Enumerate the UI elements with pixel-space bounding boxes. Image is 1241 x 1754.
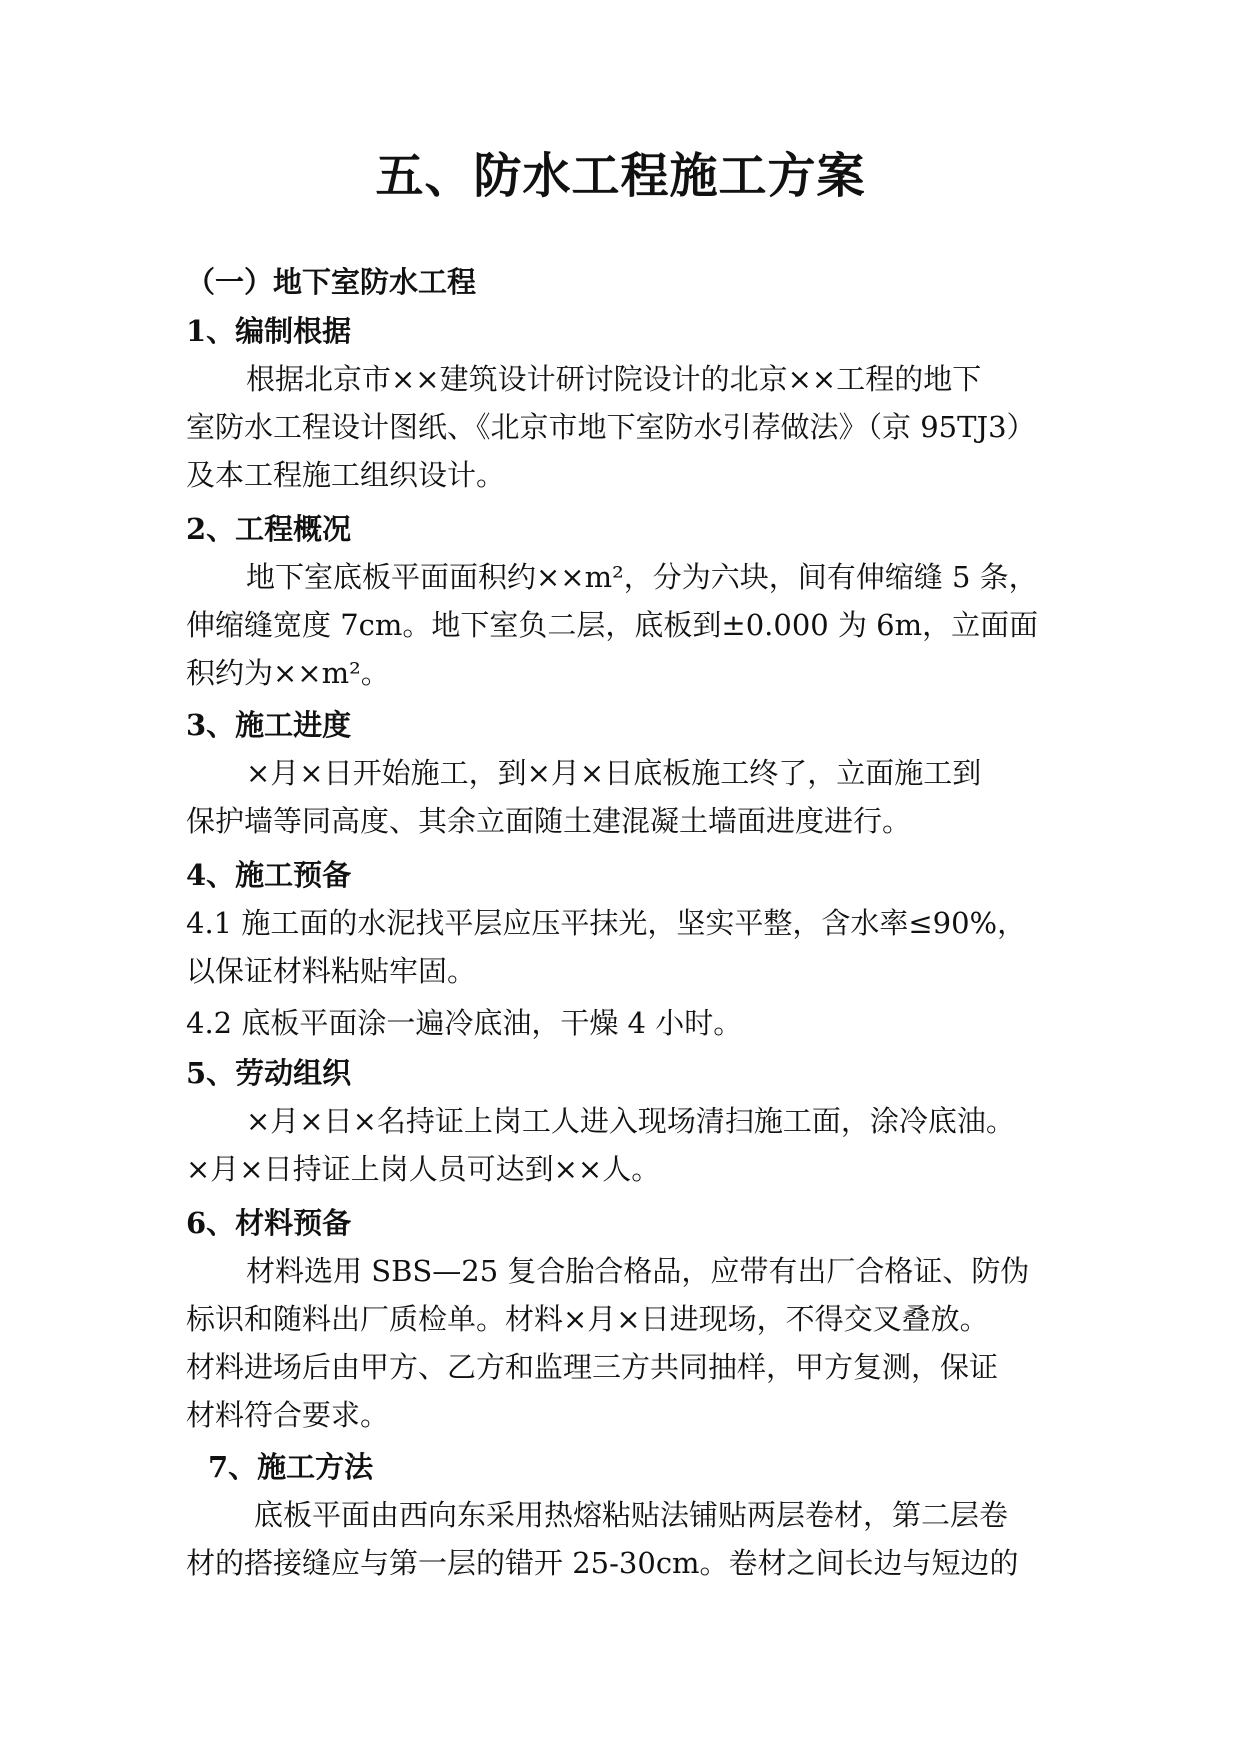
- paragraph-line: 标识和随料出厂质检单。材料×月×日进现场，不得交叉叠放。: [186, 1302, 989, 1336]
- paragraph-line: 4.1 施工面的水泥找平层应压平抹光，坚实平整，含水率≤90%，: [186, 906, 1027, 940]
- heading-basis: 1、编制根据: [186, 314, 352, 348]
- paragraph-line: 根据北京市××建筑设计研讨院设计的北京××工程的地下: [246, 362, 982, 396]
- paragraph-line: 以保证材料粘贴牢固。: [186, 954, 477, 988]
- heading-materials: 6、材料预备: [186, 1206, 352, 1240]
- paragraph-line: 4.2 底板平面涂一遍冷底油，干燥 4 小时。: [186, 1006, 743, 1040]
- paragraph-line: 保护墙等同高度、其余立面随土建混凝土墙面进度进行。: [186, 804, 912, 838]
- heading-overview: 2、工程概况: [186, 512, 352, 546]
- heading-preparation: 4、施工预备: [186, 858, 352, 892]
- paragraph-line: 材料进场后由甲方、乙方和监理三方共同抽样，甲方复测，保证: [186, 1350, 999, 1384]
- paragraph-line: 材料符合要求。: [186, 1398, 390, 1432]
- heading-method: 7、施工方法: [208, 1450, 374, 1484]
- paragraph-line: 积约为××m²。: [186, 656, 390, 690]
- paragraph-line: ×月×日×名持证上岗工人进入现场清扫施工面，涂冷底油。: [246, 1104, 1015, 1138]
- paragraph-line: 及本工程施工组织设计。: [186, 458, 506, 492]
- heading-schedule: 3、施工进度: [186, 708, 352, 742]
- paragraph-line: 地下室底板平面面积约××m²，分为六块，间有伸缩缝 5 条，: [246, 560, 1038, 594]
- page-title: 五、防水工程施工方案: [375, 148, 866, 204]
- paragraph-line: 材的搭接缝应与第一层的错开 25-30cm。卷材之间长边与短边的: [186, 1546, 1019, 1580]
- paragraph-line: 伸缩缝宽度 7cm。地下室负二层，底板到±0.000 为 6m，立面面: [186, 608, 1039, 642]
- paragraph-line: ×月×日持证上岗人员可达到××人。: [186, 1152, 661, 1186]
- paragraph-line: 室防水工程设计图纸、《北京市地下室防水引荐做法》（京 95TJ3）: [186, 410, 1036, 444]
- heading-labor: 5、劳动组织: [186, 1056, 352, 1090]
- paragraph-line: ×月×日开始施工，到×月×日底板施工终了，立面施工到: [246, 756, 982, 790]
- paragraph-line: 底板平面由西向东采用热熔粘贴法铺贴两层卷材，第二层卷: [254, 1498, 1009, 1532]
- paragraph-line: 材料选用 SBS—25 复合胎合格品，应带有出厂合格证、防伪: [246, 1254, 1030, 1288]
- section-heading: （一）地下室防水工程: [186, 265, 477, 299]
